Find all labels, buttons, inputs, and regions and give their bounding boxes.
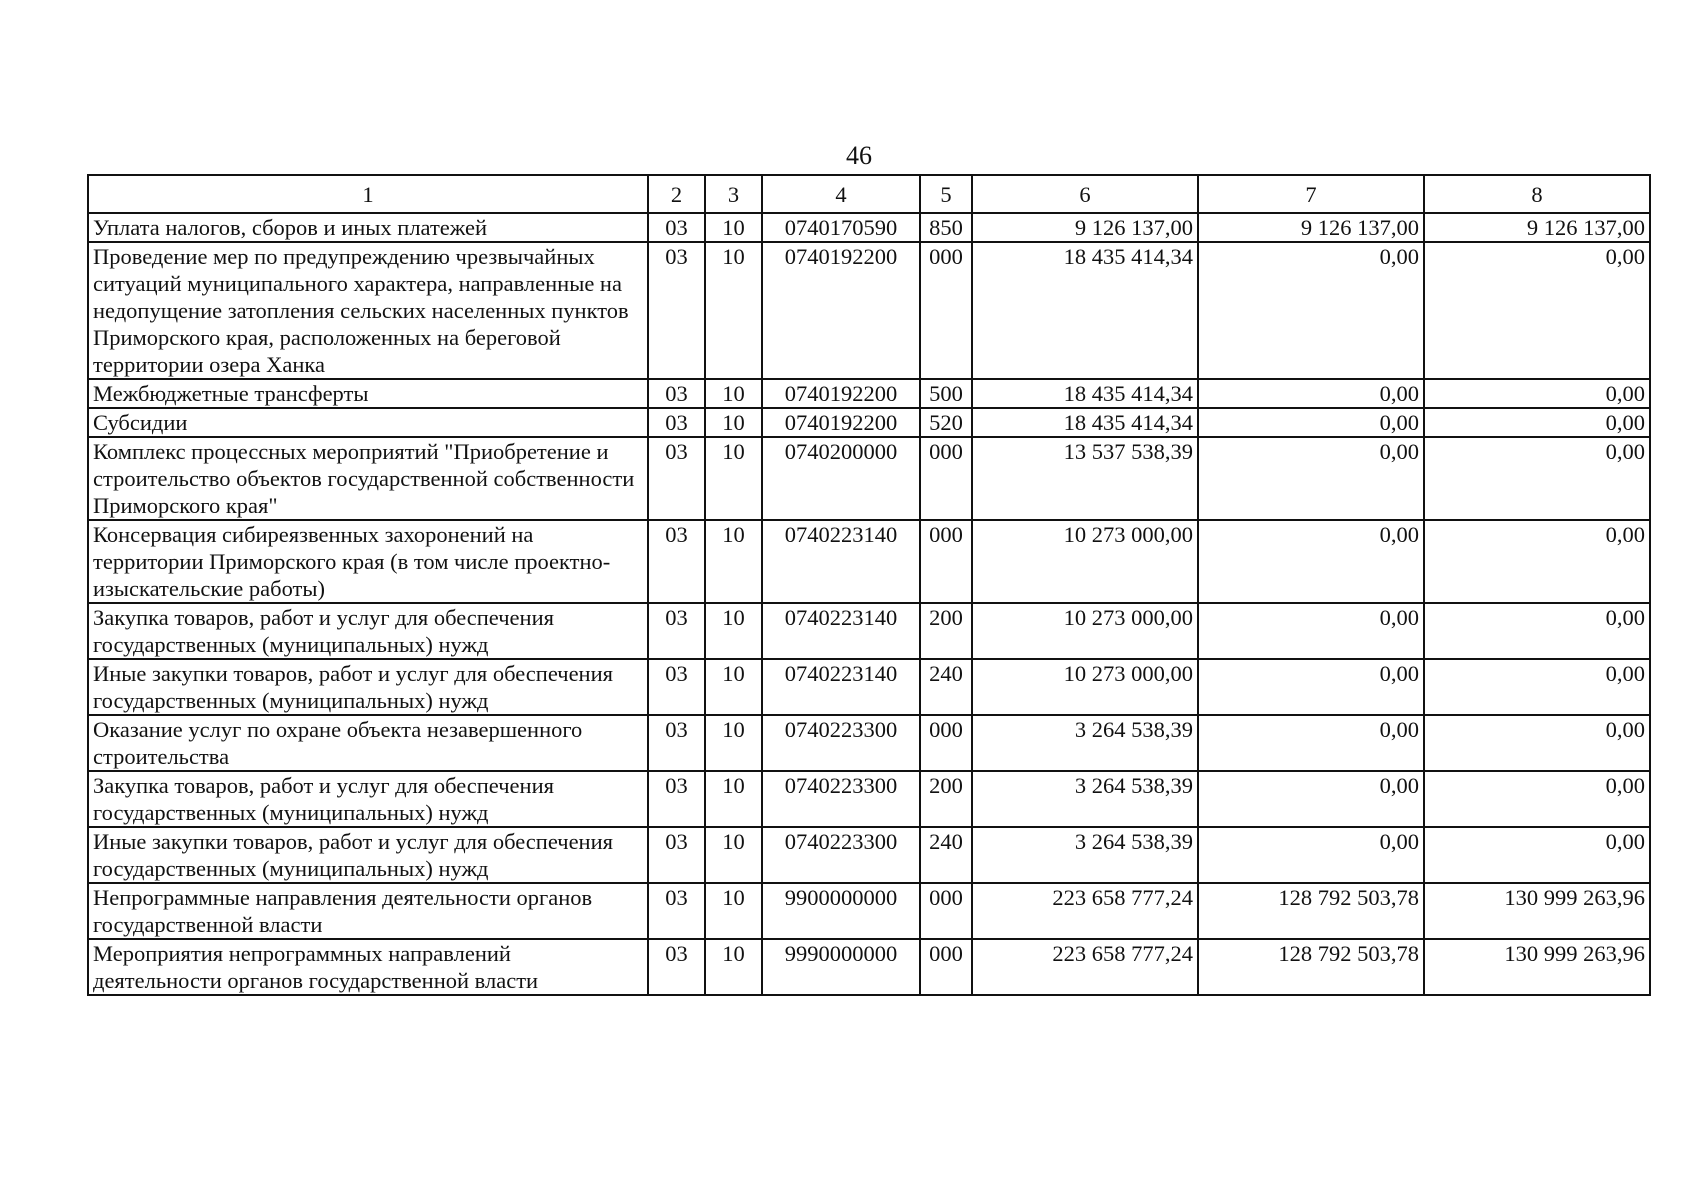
amount-col-7: 0,00: [1198, 520, 1424, 603]
amount-col-8: 9 126 137,00: [1424, 213, 1650, 242]
section-code: 03: [648, 520, 705, 603]
target-article-code: 0740223140: [762, 659, 920, 715]
target-article-code: 0740223140: [762, 520, 920, 603]
section-code: 03: [648, 771, 705, 827]
amount-col-8: 0,00: [1424, 379, 1650, 408]
expense-type-code: 850: [920, 213, 972, 242]
amount-col-8: 0,00: [1424, 771, 1650, 827]
expense-type-code: 000: [920, 242, 972, 379]
amount-col-6: 18 435 414,34: [972, 379, 1198, 408]
expense-type-code: 000: [920, 715, 972, 771]
section-code: 03: [648, 408, 705, 437]
amount-col-7: 9 126 137,00: [1198, 213, 1424, 242]
amount-col-6: 18 435 414,34: [972, 242, 1198, 379]
expense-type-code: 000: [920, 520, 972, 603]
section-code: 03: [648, 715, 705, 771]
column-number-5: 5: [920, 175, 972, 213]
column-number-1: 1: [88, 175, 648, 213]
amount-col-6: 18 435 414,34: [972, 408, 1198, 437]
amount-col-8: 0,00: [1424, 827, 1650, 883]
subsection-code: 10: [705, 659, 762, 715]
table-row: [88, 603, 1650, 659]
subsection-code: 10: [705, 242, 762, 379]
row-name: Уплата налогов, сборов и иных платежей: [88, 213, 648, 242]
table-row: [88, 771, 1650, 827]
subsection-code: 10: [705, 771, 762, 827]
table-row: [88, 242, 1650, 379]
section-code: 03: [648, 883, 705, 939]
table-row: [88, 408, 1650, 437]
column-number-6: 6: [972, 175, 1198, 213]
table-row: [88, 883, 1650, 939]
column-number-8: 8: [1424, 175, 1650, 213]
target-article-code: 9900000000: [762, 883, 920, 939]
amount-col-7: 0,00: [1198, 242, 1424, 379]
column-number-7: 7: [1198, 175, 1424, 213]
expense-type-code: 200: [920, 771, 972, 827]
expense-type-code: 200: [920, 603, 972, 659]
amount-col-6: 223 658 777,24: [972, 883, 1198, 939]
table-row: [88, 659, 1650, 715]
amount-col-8: 0,00: [1424, 408, 1650, 437]
target-article-code: 0740200000: [762, 437, 920, 520]
subsection-code: 10: [705, 603, 762, 659]
row-name: Иные закупки товаров, работ и услуг для обеспечения государственных (муниципальных) нужд: [88, 659, 648, 715]
table-row: [88, 213, 1650, 242]
amount-col-6: 223 658 777,24: [972, 939, 1198, 995]
table-row: [88, 827, 1650, 883]
amount-col-8: 0,00: [1424, 520, 1650, 603]
column-number-3: 3: [705, 175, 762, 213]
target-article-code: 0740223300: [762, 715, 920, 771]
target-article-code: 0740192200: [762, 408, 920, 437]
subsection-code: 10: [705, 437, 762, 520]
amount-col-7: 0,00: [1198, 408, 1424, 437]
subsection-code: 10: [705, 883, 762, 939]
table-row: [88, 715, 1650, 771]
table-row: [88, 939, 1650, 995]
subsection-code: 10: [705, 827, 762, 883]
amount-col-8: 0,00: [1424, 603, 1650, 659]
section-code: 03: [648, 939, 705, 995]
row-name: Межбюджетные трансферты: [88, 379, 648, 408]
amount-col-7: 0,00: [1198, 603, 1424, 659]
section-code: 03: [648, 213, 705, 242]
page-number: 46: [846, 141, 872, 170]
row-name: Закупка товаров, работ и услуг для обеспечения государственных (муниципальных) нужд: [88, 771, 648, 827]
subsection-code: 10: [705, 520, 762, 603]
amount-col-6: 13 537 538,39: [972, 437, 1198, 520]
amount-col-6: 3 264 538,39: [972, 771, 1198, 827]
subsection-code: 10: [705, 408, 762, 437]
amount-col-6: 3 264 538,39: [972, 715, 1198, 771]
target-article-code: 0740223300: [762, 827, 920, 883]
section-code: 03: [648, 437, 705, 520]
row-name: Оказание услуг по охране объекта незавершенного строительства: [88, 715, 648, 771]
row-name: Иные закупки товаров, работ и услуг для обеспечения государственных (муниципальных) нужд: [88, 827, 648, 883]
row-name: Закупка товаров, работ и услуг для обеспечения государственных (муниципальных) нужд: [88, 603, 648, 659]
expense-type-code: 240: [920, 827, 972, 883]
target-article-code: 0740192200: [762, 242, 920, 379]
section-code: 03: [648, 827, 705, 883]
amount-col-8: 0,00: [1424, 437, 1650, 520]
amount-col-6: 9 126 137,00: [972, 213, 1198, 242]
section-code: 03: [648, 379, 705, 408]
row-name: Субсидии: [88, 408, 648, 437]
table-row: [88, 520, 1650, 603]
subsection-code: 10: [705, 379, 762, 408]
section-code: 03: [648, 242, 705, 379]
amount-col-8: 0,00: [1424, 242, 1650, 379]
amount-col-7: 128 792 503,78: [1198, 883, 1424, 939]
target-article-code: 0740170590: [762, 213, 920, 242]
expense-type-code: 000: [920, 883, 972, 939]
subsection-code: 10: [705, 715, 762, 771]
amount-col-7: 0,00: [1198, 659, 1424, 715]
row-name: Консервация сибиреязвенных захоронений на территории Приморского края (в том числе проектно-изыскательские работы): [88, 520, 648, 603]
row-name: Комплекс процессных мероприятий "Приобретение и строительство объектов государственной собственности Приморского края": [88, 437, 648, 520]
row-name: Мероприятия непрограммных направлений деятельности органов государственной власти: [88, 939, 648, 995]
amount-col-8: 130 999 263,96: [1424, 883, 1650, 939]
amount-col-8: 0,00: [1424, 659, 1650, 715]
amount-col-8: 130 999 263,96: [1424, 939, 1650, 995]
amount-col-6: 10 273 000,00: [972, 520, 1198, 603]
expense-type-code: 500: [920, 379, 972, 408]
budget-table: [87, 174, 1651, 996]
column-number-header-row: [88, 175, 1650, 213]
column-number-4: 4: [762, 175, 920, 213]
expense-type-code: 240: [920, 659, 972, 715]
subsection-code: 10: [705, 939, 762, 995]
column-number-2: 2: [648, 175, 705, 213]
amount-col-7: 0,00: [1198, 827, 1424, 883]
section-code: 03: [648, 659, 705, 715]
amount-col-7: 128 792 503,78: [1198, 939, 1424, 995]
amount-col-7: 0,00: [1198, 715, 1424, 771]
expense-type-code: 000: [920, 437, 972, 520]
section-code: 03: [648, 603, 705, 659]
target-article-code: 0740223300: [762, 771, 920, 827]
table-row: [88, 437, 1650, 520]
row-name: Непрограммные направления деятельности органов государственной власти: [88, 883, 648, 939]
amount-col-7: 0,00: [1198, 771, 1424, 827]
expense-type-code: 520: [920, 408, 972, 437]
row-name: Проведение мер по предупреждению чрезвычайных ситуаций муниципального характера, направленные на недопущение затопления сельских населенных пунктов Приморского края, расположенных на береговой территории озера Ханка: [88, 242, 648, 379]
subsection-code: 10: [705, 213, 762, 242]
expense-type-code: 000: [920, 939, 972, 995]
target-article-code: 9990000000: [762, 939, 920, 995]
amount-col-8: 0,00: [1424, 715, 1650, 771]
amount-col-7: 0,00: [1198, 379, 1424, 408]
target-article-code: 0740223140: [762, 603, 920, 659]
amount-col-6: 10 273 000,00: [972, 603, 1198, 659]
target-article-code: 0740192200: [762, 379, 920, 408]
amount-col-6: 3 264 538,39: [972, 827, 1198, 883]
amount-col-7: 0,00: [1198, 437, 1424, 520]
table-row: [88, 379, 1650, 408]
amount-col-6: 10 273 000,00: [972, 659, 1198, 715]
